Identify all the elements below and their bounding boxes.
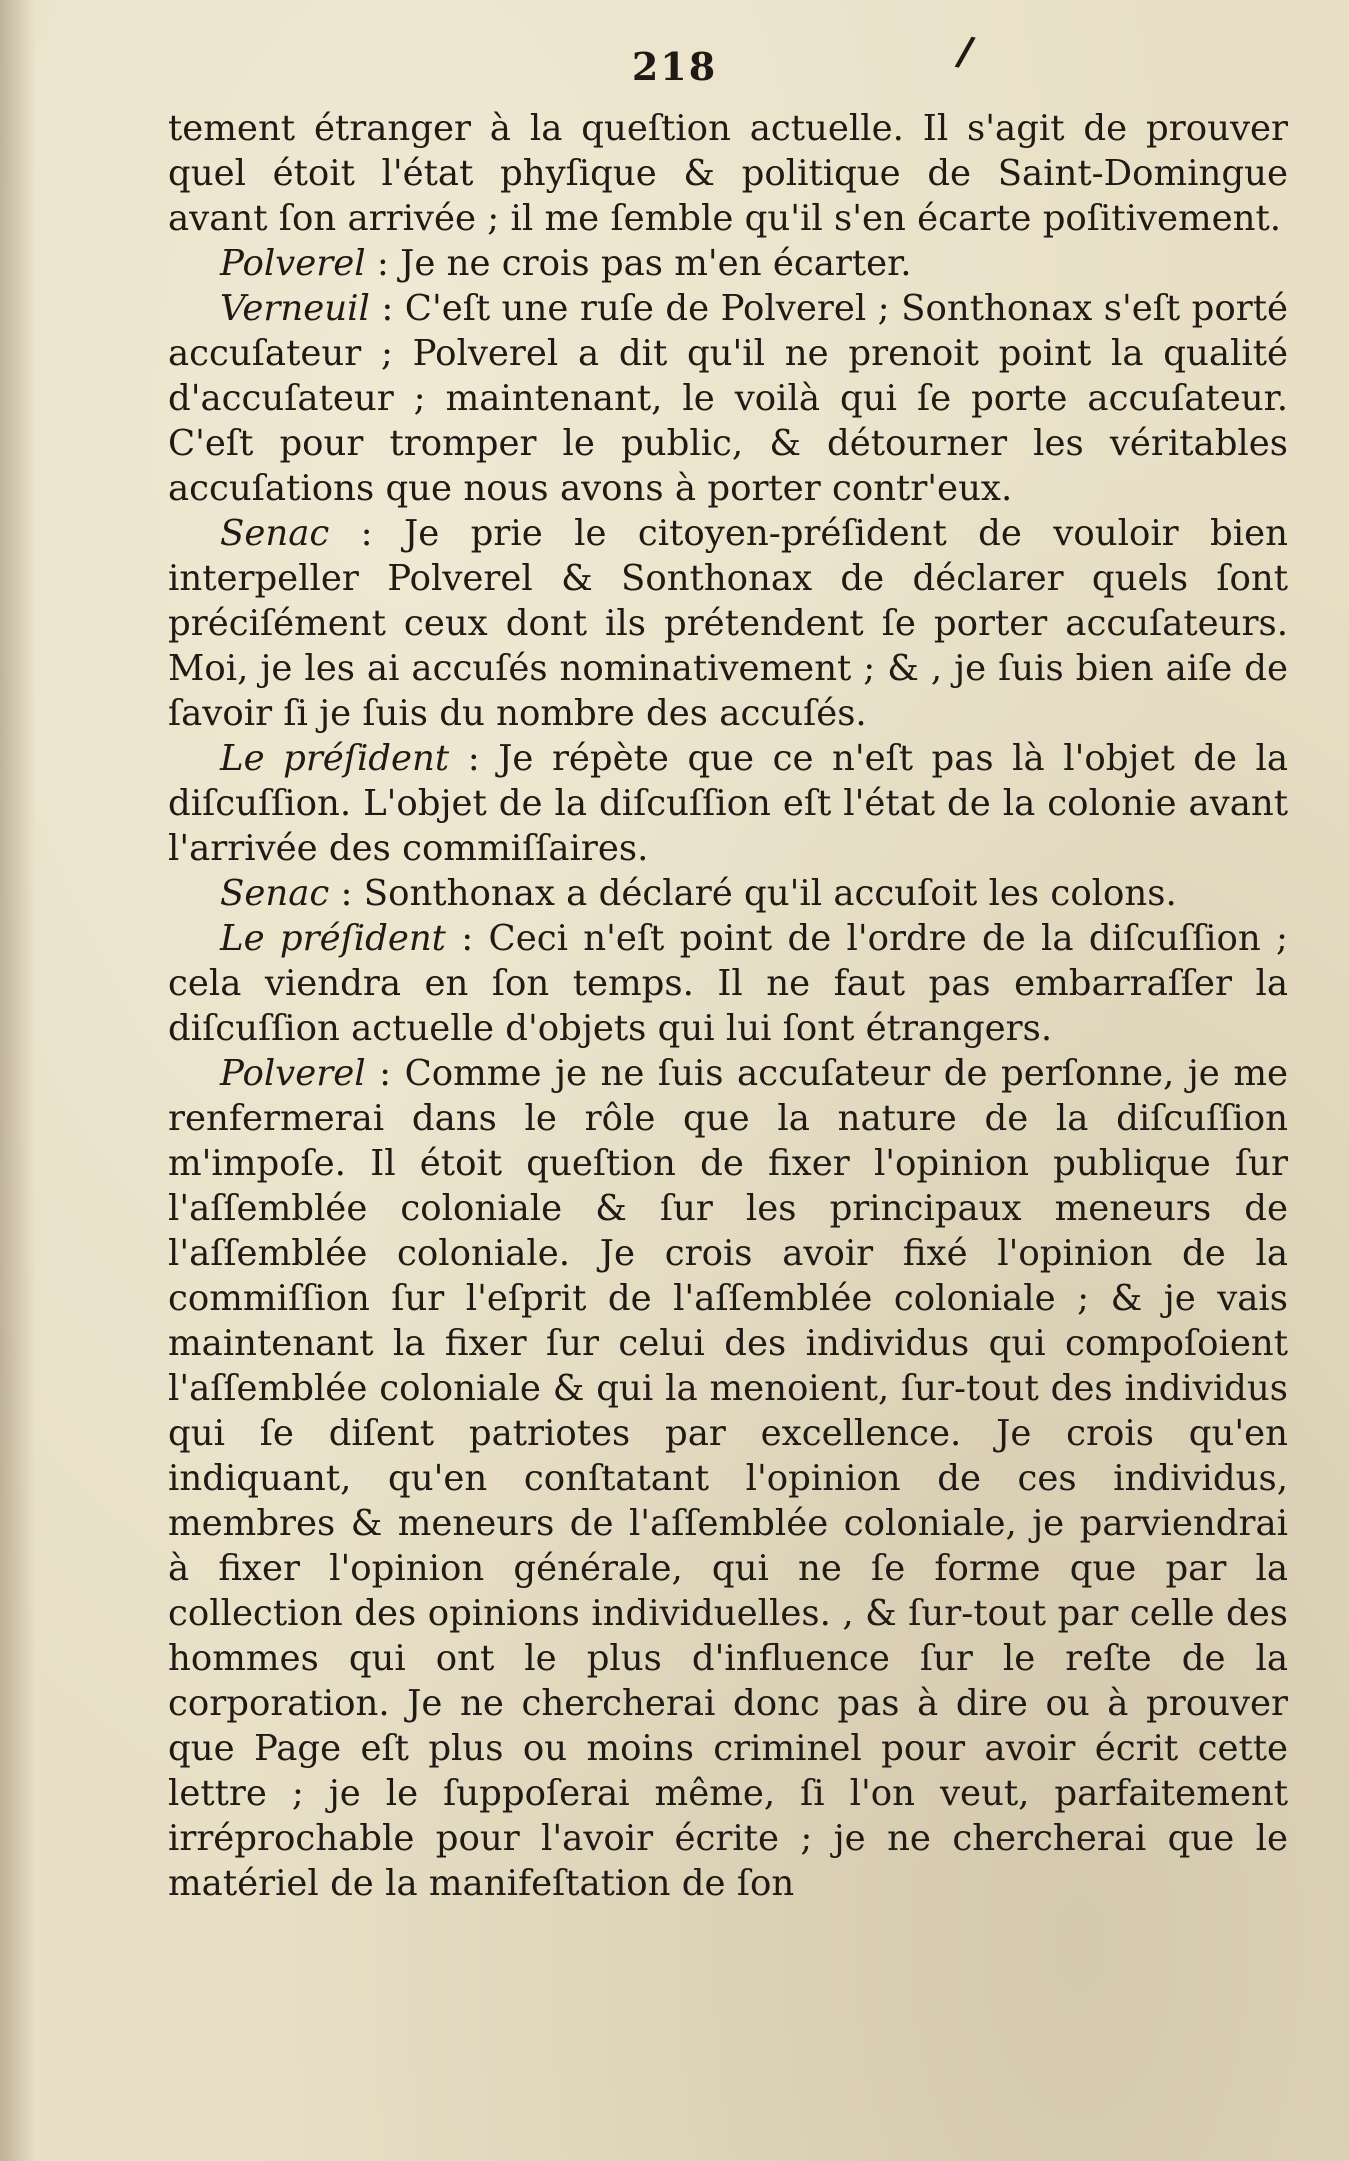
- paragraph-verneuil: [168, 286, 1288, 511]
- speaker-name: Senac: [220, 873, 330, 914]
- speaker-separator: :: [445, 918, 489, 959]
- speaker-name: Le préſident: [220, 918, 446, 959]
- speaker-name: Polverel: [220, 1053, 366, 1094]
- speaker-name: Verneuil: [220, 288, 370, 329]
- speaker-separator: :: [365, 1053, 405, 1094]
- ink-mark: /: [953, 26, 978, 77]
- paragraph-text: C'eſt une ruſe de Polverel ; Sonthonax s'eſt porté accuſateur ; Polverel a dit qu'il ne prenoit point la qualité d'accuſateur ; maintenant, le voilà qui ſe porte accuſateur. C'eſt pour tromper le public, & détourner les véritables accuſations que nous avons à porter contr'eux.: [168, 288, 1289, 509]
- speaker-name: Senac: [220, 513, 330, 554]
- paragraph-text: Comme je ne ſuis accuſateur de perſonne, je me renfermerai dans le rôle que la nature de la diſcuſſion m'impoſe. Il étoit queſtion de fixer l'opinion publique ſur l'aſſemblée coloniale & ſur les principaux meneurs de l'aſſemblée coloniale. Je crois avoir fixé l'opinion de la commiſſion ſur l'eſprit de l'aſſemblée coloniale ; & je vais maintenant la fixer ſur celui des individus qui compoſoient l'aſſemblée coloniale & qui la menoient, ſur-tout des individus qui ſe diſent patriotes par excellence. Je crois qu'en indiquant, qu'en conſtatant l'opinion de ces individus, membres & meneurs de l'aſſemblée coloniale, je parviendrai à fixer l'opinion générale, qui ne ſe forme que par la collection des opinions individuelles. , & ſur-tout par celle des hommes qui ont le plus d'influence ſur le reſte de la corporation. Je ne chercherai donc pas à dire ou à prouver que Page eſt plus ou moins criminel pour avoir écrit cette lettre ; je le ſuppoſerai même, ſi l'on veut, parfaitement irréprochable pour l'avoir écrite ; je ne chercherai que le matériel de la manifeſtation de ſon: [168, 1053, 1288, 1904]
- paragraph-text: Je répète que ce n'eſt pas là l'objet de la diſcuſſion. L'objet de la diſcuſſion eſt l'état de la colonie avant l'arrivée des commiſſaires.: [168, 738, 1289, 869]
- paragraph-continuation: [168, 106, 1288, 241]
- paragraph-polverel: [168, 1051, 1288, 1906]
- speaker-separator: :: [329, 873, 364, 914]
- paragraph-senac: [168, 871, 1288, 916]
- paragraph-senac: [168, 511, 1288, 736]
- speaker-name: Le préſident: [220, 738, 450, 779]
- paragraph-text: Ceci n'eſt point de l'ordre de la diſcuſſion ; cela viendra en ſon temps. Il ne faut pas embarraſſer la diſcuſſion actuelle d'objets qui lui ſont étrangers.: [168, 918, 1288, 1049]
- speaker-separator: :: [369, 288, 405, 329]
- speaker-separator: :: [329, 513, 405, 554]
- page-body: [168, 106, 1288, 1906]
- paragraph-text: tement étranger à la queſtion actuelle. Il s'agit de prouver quel étoit l'état phyſique & politique de Saint-Domingue avant ſon arrivée ; il me ſemble qu'il s'en écarte poſitivement.: [168, 108, 1288, 239]
- page-number: 218: [631, 44, 718, 89]
- paragraph-president: [168, 916, 1288, 1051]
- paragraph-president: [168, 736, 1288, 871]
- paragraph-polverel: [168, 241, 1288, 286]
- speaker-name: Polverel: [220, 243, 366, 284]
- paragraph-text: Sonthonax a déclaré qu'il accuſoit les colons.: [363, 873, 1177, 914]
- speaker-separator: :: [449, 738, 499, 779]
- paragraph-text: Je ne crois pas m'en écarter.: [400, 243, 912, 284]
- speaker-separator: :: [365, 243, 401, 284]
- paragraph-text: Je prie le citoyen-préſident de vouloir bien interpeller Polverel & Sonthonax de déclarer quels ſont préciſément ceux dont ils prétendent ſe porter accuſateurs. Moi, je les ai accuſés nominativement ; & , je ſuis bien aiſe de ſavoir ſi je ſuis du nombre des accuſés.: [168, 513, 1289, 734]
